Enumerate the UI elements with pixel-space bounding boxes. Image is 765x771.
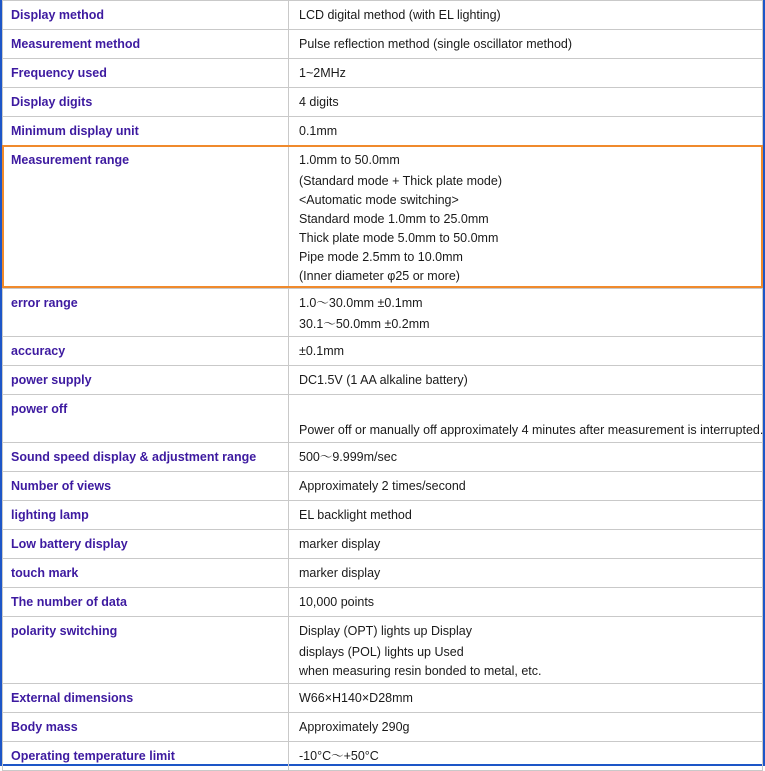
spec-value — [289, 472, 763, 501]
spec-row — [3, 472, 763, 501]
spec-value — [289, 713, 763, 742]
spec-value-line: <Automatic mode switching> — [299, 193, 459, 207]
spec-value — [289, 88, 763, 117]
spec-value-line — [299, 402, 754, 416]
spec-value — [289, 59, 763, 88]
spec-table — [2, 0, 763, 771]
spec-value — [289, 337, 763, 366]
spec-row — [3, 501, 763, 530]
spec-value-line: -10°C〜+50°C — [299, 749, 379, 763]
spec-row — [3, 366, 763, 395]
spec-value-line: 1.0mm to 50.0mm — [299, 153, 400, 167]
spec-row — [3, 88, 763, 117]
spec-value-line: marker display — [299, 566, 381, 580]
spec-value — [289, 146, 763, 289]
spec-row — [3, 684, 763, 713]
spec-row — [3, 443, 763, 472]
spec-label: Number of views — [3, 472, 289, 501]
spec-label: Low battery display — [3, 530, 289, 559]
spec-value — [289, 443, 763, 472]
spec-value — [289, 501, 763, 530]
spec-label: lighting lamp — [3, 501, 289, 530]
spec-label: Display digits — [3, 88, 289, 117]
spec-value-line: ±0.1mm — [299, 344, 345, 358]
spec-label: Measurement range — [3, 146, 289, 289]
spec-value-line: marker display — [299, 537, 381, 551]
spec-value — [289, 617, 763, 684]
spec-value — [289, 530, 763, 559]
spec-label: Measurement method — [3, 30, 289, 59]
spec-value-line: Power off or manually off approximately 4 minutes after measurement is interrupted. — [299, 423, 764, 437]
spec-value — [289, 684, 763, 713]
spec-label: Body mass — [3, 713, 289, 742]
spec-value — [289, 588, 763, 617]
spec-value-line: Approximately 290g — [299, 720, 410, 734]
spec-value — [289, 289, 763, 337]
spec-label: error range — [3, 289, 289, 337]
spec-value-line: Standard mode 1.0mm to 25.0mm — [299, 212, 489, 226]
spec-value-line: Thick plate mode 5.0mm to 50.0mm — [299, 231, 499, 245]
spec-value-line: Pulse reflection method (single oscillator method) — [299, 37, 573, 51]
spec-label: The number of data — [3, 588, 289, 617]
spec-label: Sound speed display & adjustment range — [3, 443, 289, 472]
spec-row — [3, 713, 763, 742]
spec-row — [3, 146, 763, 289]
spec-row — [3, 59, 763, 88]
spec-value-line: (Standard mode + Thick plate mode) — [299, 174, 503, 188]
spec-value-line: 500〜9.999m/sec — [299, 450, 397, 464]
spec-label: touch mark — [3, 559, 289, 588]
spec-value — [289, 30, 763, 59]
spec-value-line: LCD digital method (with EL lighting) — [299, 8, 501, 22]
spec-label: Operating temperature limit — [3, 742, 289, 771]
spec-row — [3, 1, 763, 30]
spec-value-line: when measuring resin bonded to metal, etc. — [299, 664, 542, 678]
spec-value-line: Display (OPT) lights up Display — [299, 624, 472, 638]
spec-row — [3, 117, 763, 146]
spec-value-line: 1~2MHz — [299, 66, 346, 80]
spec-row — [3, 289, 763, 337]
spec-row — [3, 559, 763, 588]
spec-value-line: Pipe mode 2.5mm to 10.0mm — [299, 250, 463, 264]
spec-row — [3, 588, 763, 617]
spec-row — [3, 530, 763, 559]
spec-value-line: 10,000 points — [299, 595, 375, 609]
spec-label: power supply — [3, 366, 289, 395]
spec-label: Frequency used — [3, 59, 289, 88]
spec-value-line: 0.1mm — [299, 124, 338, 138]
spec-value — [289, 742, 763, 771]
spec-value-line: W66×H140×D28mm — [299, 691, 413, 705]
spec-row — [3, 742, 763, 771]
spec-value — [289, 395, 763, 443]
spec-value-line: 4 digits — [299, 95, 339, 109]
spec-row — [3, 337, 763, 366]
spec-label: Minimum display unit — [3, 117, 289, 146]
spec-row — [3, 617, 763, 684]
spec-label: power off — [3, 395, 289, 443]
spec-value-line: (Inner diameter φ25 or more) — [299, 269, 460, 283]
spec-value — [289, 559, 763, 588]
spec-value-line: Approximately 2 times/second — [299, 479, 466, 493]
spec-value — [289, 1, 763, 30]
spec-label: Display method — [3, 1, 289, 30]
spec-row — [3, 30, 763, 59]
spec-value — [289, 117, 763, 146]
spec-value-line: EL backlight method — [299, 508, 412, 522]
spec-label: polarity switching — [3, 617, 289, 684]
spec-label: accuracy — [3, 337, 289, 366]
spec-value-line: DC1.5V (1 AA alkaline battery) — [299, 373, 468, 387]
spec-row — [3, 395, 763, 443]
spec-label: External dimensions — [3, 684, 289, 713]
spec-value-line: displays (POL) lights up Used — [299, 645, 464, 659]
spec-value-line: 1.0〜30.0mm ±0.1mm — [299, 296, 423, 310]
spec-value — [289, 366, 763, 395]
spec-value-line: 30.1〜50.0mm ±0.2mm — [299, 317, 430, 331]
